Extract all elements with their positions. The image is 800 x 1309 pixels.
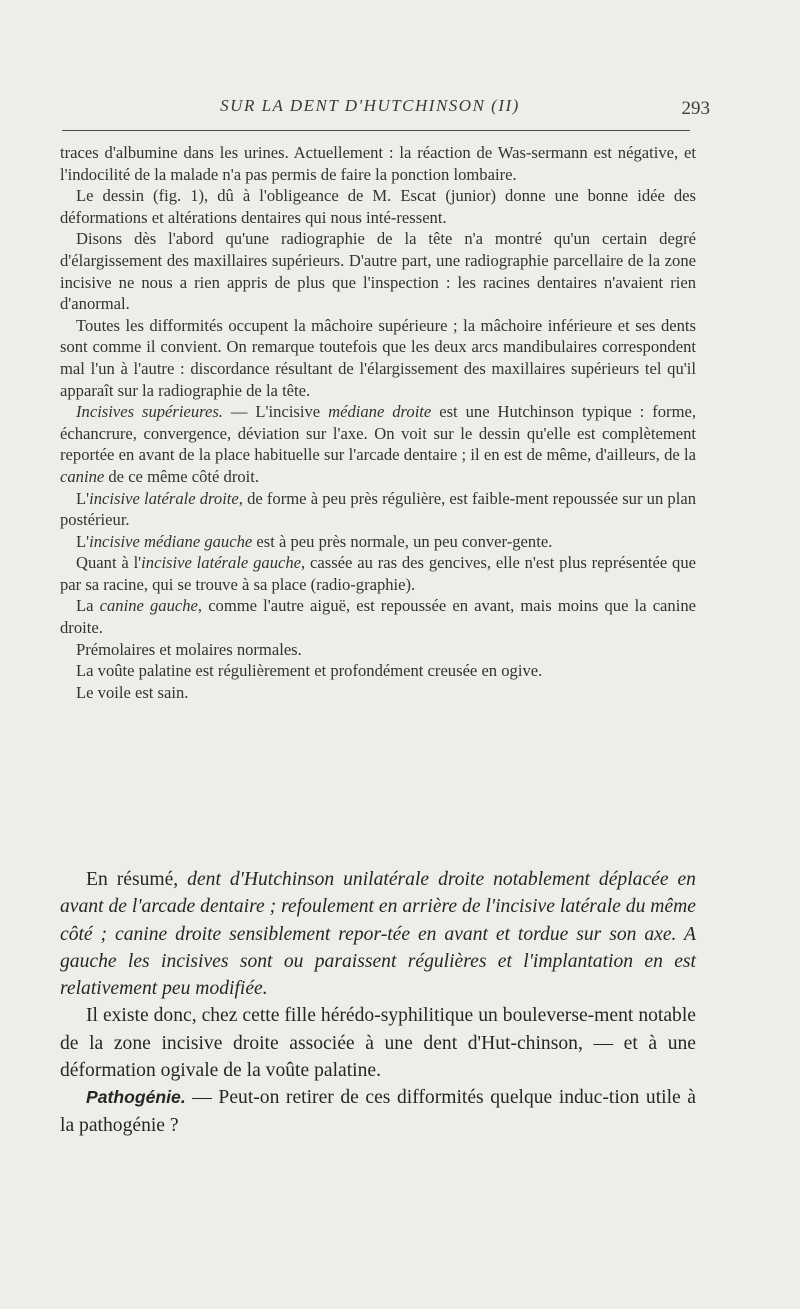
emphasized-text: incisive latérale gauche bbox=[141, 553, 302, 573]
text-run: La voûte palatine est régulièrement et profondément creusée en ogive. bbox=[76, 661, 543, 681]
text-run: Quant à l' bbox=[76, 553, 142, 573]
text-run: — Peut-on retirer de ces difformités quelque induc-tion utile à la pathogénie ? bbox=[60, 1087, 696, 1136]
text-run: traces d'albumine dans les urines. Actuellement : la réaction de Was-sermann est négative, et l'indocilité de la malade n'a pas permis de faire la ponction lombaire. bbox=[60, 143, 696, 184]
text-run: En résumé, bbox=[86, 869, 188, 890]
small-paragraph bbox=[60, 401, 696, 487]
small-paragraph bbox=[60, 639, 696, 661]
text-run: , de forme à peu près régulière, est faible-ment repoussée sur un plan postérieur. bbox=[60, 488, 696, 530]
small-paragraph bbox=[60, 595, 696, 638]
body-text-small bbox=[60, 142, 696, 703]
running-head bbox=[60, 96, 710, 122]
small-paragraph bbox=[60, 552, 696, 595]
emphasized-text: canine gauche bbox=[99, 596, 198, 616]
emphasized-text: incisive médiane gauche bbox=[89, 531, 253, 551]
text-run: Le voile est sain. bbox=[76, 682, 189, 702]
emphasized-text: dent d'Hutchinson unilatérale droite notablement déplacée en avant de l'arcade dentaire ; refoulement en arrière de l'incisive latérale du même côté ; canine droite sensiblement repor-tée en avant et tordue sur son axe. A gauche les incisives sont ou paraissent régulières et l'implantation en est relativement peu modifiée. bbox=[60, 869, 696, 1000]
text-run: de ce même côté droit. bbox=[104, 466, 260, 486]
emphasized-text: canine bbox=[60, 466, 105, 486]
header-rule bbox=[62, 130, 690, 131]
small-paragraph bbox=[60, 228, 696, 314]
text-run: , comme l'autre aiguë, est repoussée en avant, mais moins que la canine droite. bbox=[60, 596, 696, 638]
body-text-large bbox=[60, 866, 696, 1139]
large-paragraph bbox=[60, 866, 696, 1002]
small-paragraph bbox=[60, 531, 696, 553]
text-run: Prémolaires et molaires normales. bbox=[76, 639, 302, 659]
emphasized-text: Pathogénie. bbox=[86, 1087, 186, 1108]
emphasized-text: médiane droite bbox=[328, 402, 432, 422]
text-run: Disons dès l'abord qu'une radiographie de la tête n'a montré qu'un certain degré d'élargissement des maxillaires supérieurs. D'autre part, une radiographie parcellaire de la zone incisive ne nous a rien appris de plus que l'inspection : les racines dentaires n'avaient rien d'anormal. bbox=[60, 229, 696, 314]
text-run: L' bbox=[76, 531, 90, 551]
small-paragraph bbox=[60, 142, 696, 185]
small-paragraph bbox=[60, 660, 696, 682]
text-run: La bbox=[76, 596, 100, 616]
text-run: , cassée au ras des gencives, elle n'est plus représentée que par sa racine, qui se trouve à sa place (radio-graphie). bbox=[60, 553, 696, 594]
emphasized-text: Incisives supérieures. bbox=[76, 402, 223, 422]
emphasized-text: incisive latérale droite bbox=[89, 488, 239, 508]
text-run: L' bbox=[76, 488, 90, 508]
text-run: Le dessin (fig. 1), dû à l'obligeance de M. Escat (junior) donne une bonne idée des déformations et altérations dentaires qui nous inté-ressent. bbox=[60, 186, 696, 227]
text-run: Il existe donc, chez cette fille hérédo-syphilitique un bouleverse-ment notable de la zone incisive droite associée à une dent d'Hut-chinson, — et à une déformation ogivale de la voûte palatine. bbox=[60, 1005, 696, 1082]
text-run: est à peu près normale, un peu conver-gente. bbox=[252, 531, 553, 551]
text-run: est une Hutchinson typique : forme, échancrure, convergence, déviation sur l'axe. On voit sur le dessin qu'elle est complètement reportée en avant de la place habituelle sur l'arcade dentaire ; il en est de même, d'ailleurs, de la bbox=[60, 402, 696, 465]
large-paragraph bbox=[60, 1002, 696, 1084]
small-paragraph bbox=[60, 315, 696, 401]
small-paragraph bbox=[60, 682, 696, 704]
text-run: Toutes les difformités occupent la mâchoire supérieure ; la mâchoire inférieure et ses dents sont comme il convient. On remarque toutefois que les deux arcs mandibulaires correspondent mal l'un à l'autre : discordance résultant de l'élargissement des maxillaires supérieurs tel qu'il apparaît sur la radiographie de la tête. bbox=[60, 315, 696, 400]
large-paragraph bbox=[60, 1084, 696, 1139]
text-run: — L'incisive bbox=[222, 402, 329, 422]
running-title: SUR LA DENT D'HUTCHINSON (II) bbox=[220, 96, 520, 115]
small-paragraph bbox=[60, 488, 696, 531]
small-paragraph bbox=[60, 185, 696, 228]
page-number: 293 bbox=[681, 98, 710, 119]
